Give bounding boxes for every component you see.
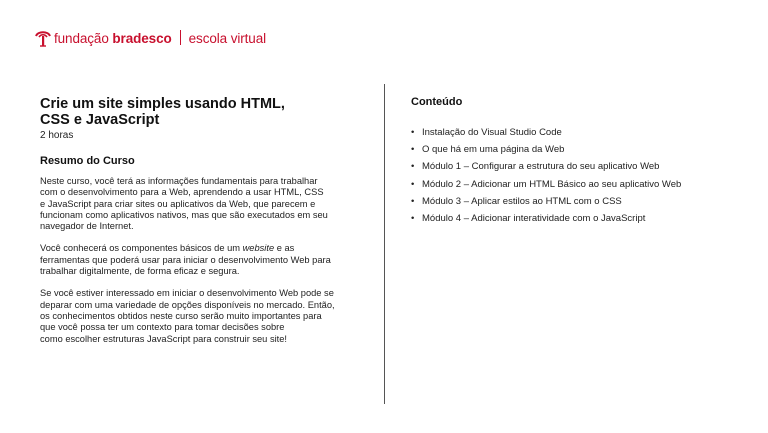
contents-list-item — [411, 193, 741, 210]
contents-list-item — [411, 141, 741, 158]
course-duration: 2 horas — [40, 130, 74, 141]
contents-list — [411, 124, 741, 227]
summary-paragraph-3 — [40, 288, 365, 344]
contents-item-label: Módulo 4 – Adicionar interatividade com o JavaScript — [422, 213, 646, 225]
summary-heading: Resumo do Curso — [40, 155, 135, 167]
p3-line: deparar com uma variedade de opções disponíveis no mercado. Então, — [40, 299, 335, 310]
brand-fundacao: fundação — [54, 31, 113, 46]
p2-line: trabalhar digitalmente, de forma eficaz e segura. — [40, 266, 240, 277]
bullet-icon: • — [411, 127, 415, 138]
p2-line: ferramentas que poderá usar para iniciar o desenvolvimento Web para — [40, 254, 331, 265]
p2-line-start: Você conhecerá os componentes básicos de um — [40, 243, 243, 254]
p1-line: com o desenvolvimento para a Web, aprendendo a usar HTML, CSS — [40, 187, 324, 198]
course-title-line-2: CSS e JavaScript — [40, 112, 160, 128]
brand-separator — [180, 30, 181, 45]
bullet-icon: • — [411, 161, 415, 173]
bullet-icon: • — [411, 213, 415, 225]
contents-list-item — [411, 124, 741, 141]
contents-item-label: O que há em uma página da Web — [422, 144, 565, 156]
summary-paragraph-1 — [40, 176, 365, 232]
p3-line: os conhecimentos obtidos neste curso serão muito importantes para — [40, 310, 322, 321]
contents-heading: Conteúdo — [411, 96, 463, 108]
contents-column — [411, 96, 741, 227]
bradesco-tree-logo-icon — [34, 28, 52, 48]
brand-name — [54, 30, 266, 46]
bullet-icon: • — [411, 144, 415, 156]
course-summary-column — [40, 96, 365, 345]
contents-item-label: Módulo 3 – Aplicar estilos ao HTML com o CSS — [422, 195, 622, 207]
bullet-icon: • — [411, 195, 415, 207]
course-title-line-1: Crie um site simples usando HTML, — [40, 96, 285, 112]
contents-item-label: Módulo 1 – Configurar a estrutura do seu aplicativo Web — [422, 161, 660, 173]
course-title — [40, 96, 365, 128]
p1-line: e JavaScript para criar sites ou aplicativos da Web, que parecem e — [40, 198, 316, 209]
bullet-icon: • — [411, 178, 415, 190]
column-divider — [384, 84, 385, 404]
contents-list-item — [411, 176, 741, 193]
p3-line: Se você estiver interessado em iniciar o desenvolvimento Web pode se — [40, 288, 334, 299]
brand-bradesco: bradesco — [112, 31, 172, 46]
contents-item-label: Módulo 2 – Adicionar um HTML Básico ao seu aplicativo Web — [422, 178, 682, 190]
contents-list-item — [411, 158, 741, 175]
contents-list-item — [411, 210, 741, 227]
p3-line: como escolher estruturas JavaScript para construir seu site! — [40, 333, 287, 344]
header-logo — [34, 26, 266, 50]
contents-item-label: Instalação do Visual Studio Code — [422, 127, 562, 138]
p1-line: navegador de Internet. — [40, 221, 134, 232]
p3-line: que você possa ter um contexto para tomar decisões sobre — [40, 322, 285, 333]
p1-line: Neste curso, você terá as informações fundamentais para trabalhar — [40, 176, 318, 186]
summary-paragraph-2 — [40, 243, 365, 277]
p1-line: funcionam como aplicativos nativos, mas que são executados em seu — [40, 209, 328, 220]
brand-escola-virtual: escola virtual — [188, 31, 267, 46]
p2-line-end: e as — [274, 243, 295, 254]
p2-emphasis-website: website — [242, 243, 275, 254]
